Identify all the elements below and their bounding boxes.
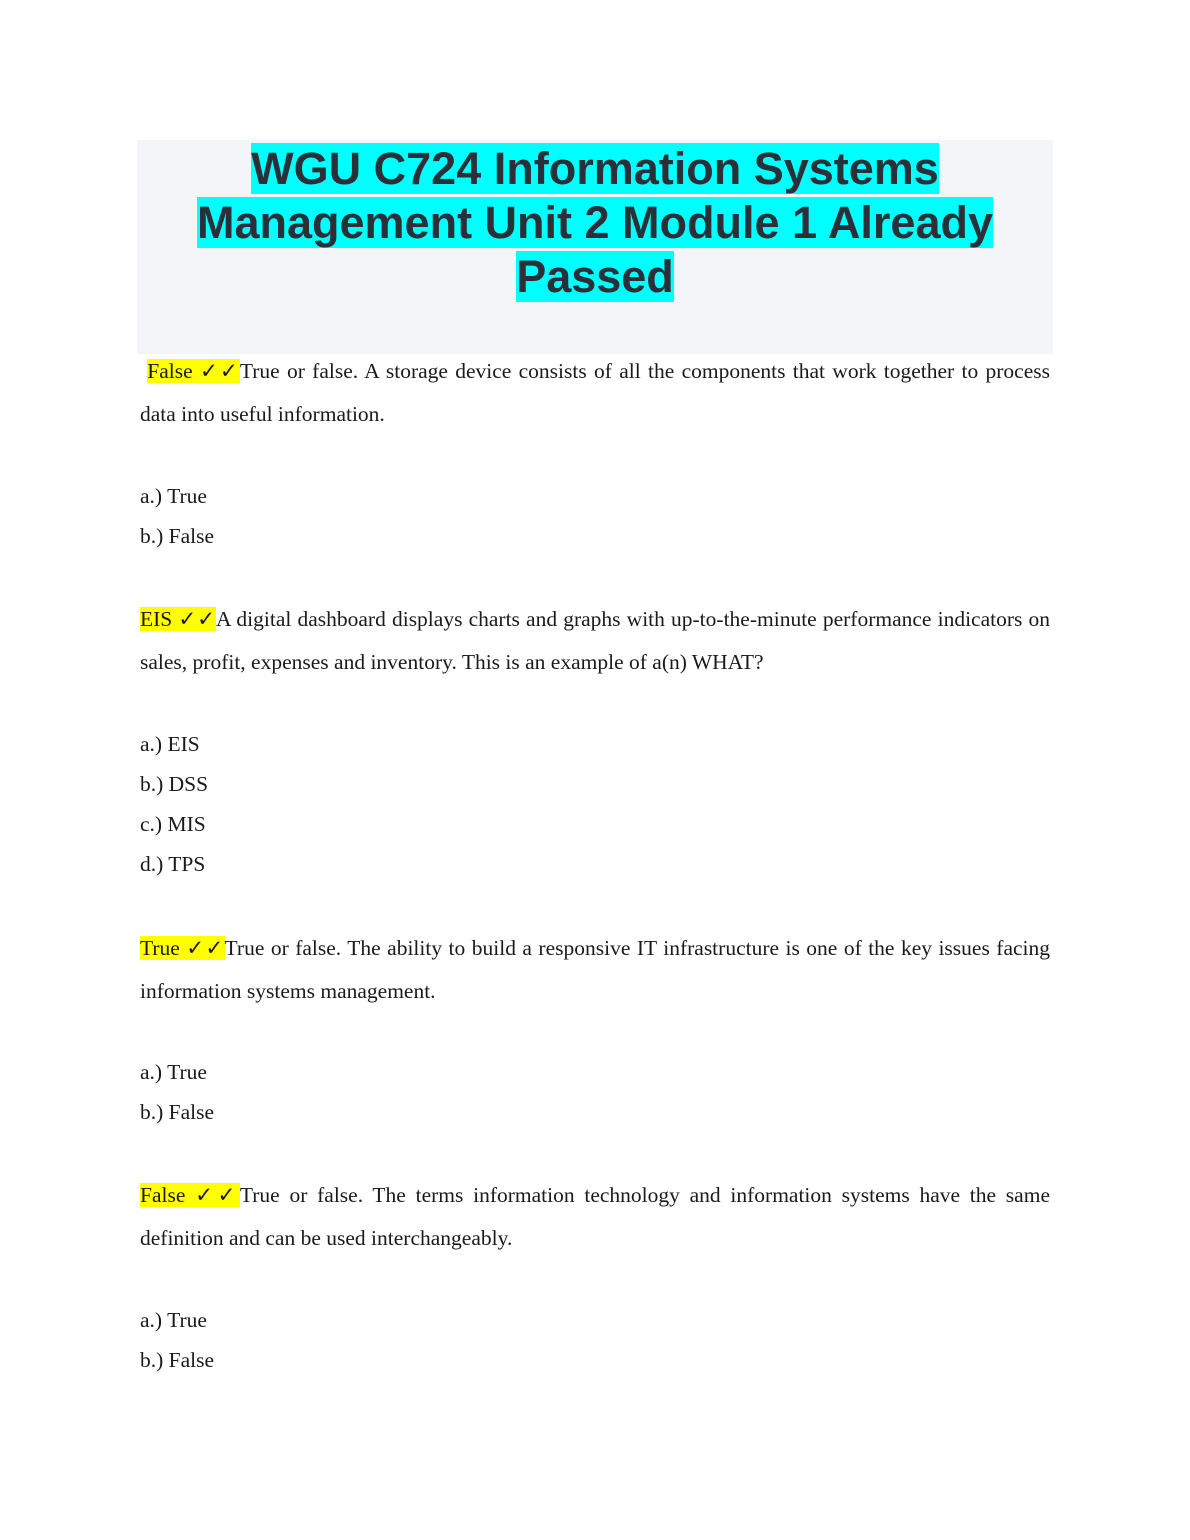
option-2a: a.) EIS: [140, 732, 200, 756]
question-text-2: A digital dashboard displays charts and graphs with up-to-the-minute performance indicators on sales, profit, expenses and inventory. This is an example of a(n) WHAT?: [140, 607, 1051, 674]
question-text-1: True or false. A storage device consists of all the components that work together to process data into useful information.: [140, 359, 1051, 426]
question-1: [140, 350, 1050, 436]
question-3: [140, 927, 1050, 1013]
title-line-3: Passed: [516, 251, 674, 302]
option-3b: b.) False: [140, 1100, 215, 1124]
options-2: [140, 724, 208, 884]
question-4: [140, 1174, 1050, 1260]
options-3: [140, 1052, 214, 1132]
title-line-1: WGU C724 Information Systems: [251, 143, 939, 194]
option-2c: c.) MIS: [140, 812, 206, 836]
option-3a: a.) True: [140, 1060, 207, 1084]
answer-highlight-1: False ✓✓: [147, 359, 240, 383]
option-4a: a.) True: [140, 1308, 207, 1332]
option-1b: b.) False: [140, 524, 215, 548]
option-4b: b.) False: [140, 1348, 215, 1372]
question-text-4: True or false. The terms information technology and information systems have the same definition and can be used interchangeably.: [140, 1183, 1050, 1250]
title-line-2: Management Unit 2 Module 1 Already: [197, 197, 993, 248]
title-banner: [137, 140, 1053, 354]
option-2b: b.) DSS: [140, 772, 209, 796]
question-2: [140, 598, 1050, 684]
answer-highlight-3: True ✓✓: [140, 936, 225, 960]
options-4: [140, 1300, 214, 1380]
options-1: [140, 476, 214, 556]
page-title: [137, 140, 1053, 304]
option-2d: d.) TPS: [140, 852, 206, 876]
answer-highlight-2: EIS ✓✓: [140, 607, 216, 631]
option-1a: a.) True: [140, 484, 207, 508]
answer-highlight-4: False ✓✓: [140, 1183, 240, 1207]
question-text-3: True or false. The ability to build a responsive IT infrastructure is one of the key issues facing information systems management.: [140, 936, 1051, 1003]
